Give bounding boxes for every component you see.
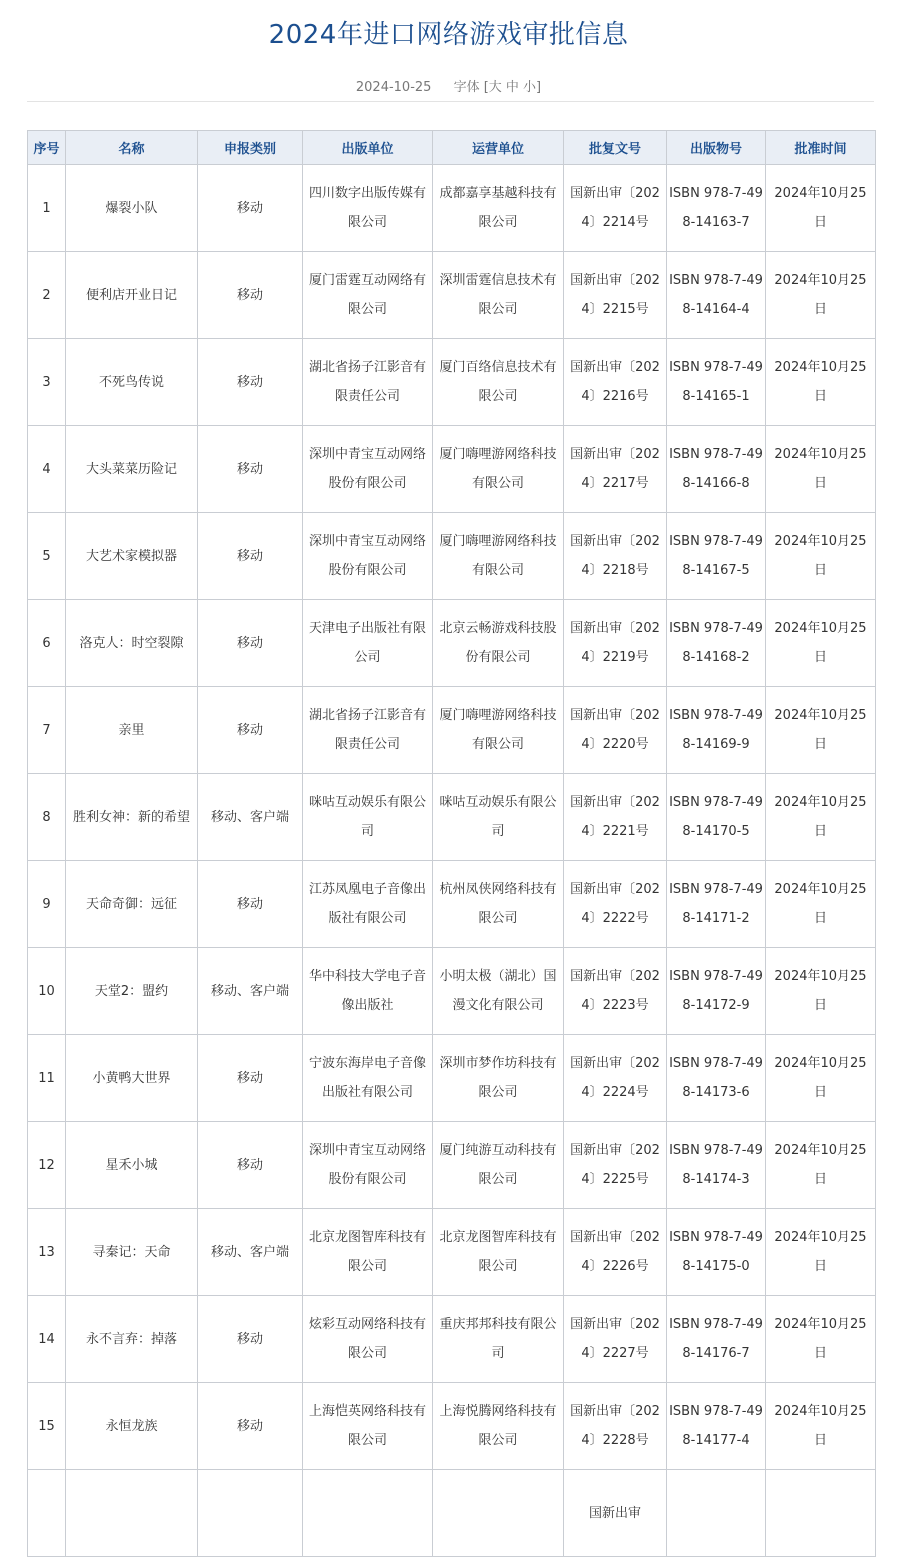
cell-isbn: ISBN 978-7-498-14175-0	[667, 1209, 766, 1296]
cell-no: 10	[28, 948, 66, 1035]
cell-isbn: ISBN 978-7-498-14172-9	[667, 948, 766, 1035]
cell-date: 2024年10月25日	[766, 1122, 876, 1209]
cell-category: 移动	[198, 1122, 303, 1209]
cell-no: 8	[28, 774, 66, 861]
cell-no: 3	[28, 339, 66, 426]
cell-operator: 深圳市梦作坊科技有限公司	[433, 1035, 564, 1122]
page-title: 2024年进口网络游戏审批信息	[268, 20, 629, 50]
cell-operator: 深圳雷霆信息技术有限公司	[433, 252, 564, 339]
cell-no: 15	[28, 1383, 66, 1470]
cell-category: 移动、客户端	[198, 948, 303, 1035]
cell-name: 小黄鸭大世界	[66, 1035, 198, 1122]
cell-operator: 咪咕互动娱乐有限公司	[433, 774, 564, 861]
cell-approval: 国新出审〔2024〕2225号	[564, 1122, 667, 1209]
cell-date: 2024年10月25日	[766, 1383, 876, 1470]
cell-isbn: ISBN 978-7-498-14163-7	[667, 165, 766, 252]
cell-publisher: 四川数字出版传媒有限公司	[303, 165, 433, 252]
cell-approval: 国新出审〔2024〕2228号	[564, 1383, 667, 1470]
cell-category: 移动	[198, 1035, 303, 1122]
cell-operator: 杭州凤侠网络科技有限公司	[433, 861, 564, 948]
cell-operator: 北京云畅游戏科技股份有限公司	[433, 600, 564, 687]
cell-isbn: ISBN 978-7-498-14176-7	[667, 1296, 766, 1383]
cell-approval: 国新出审〔2024〕2223号	[564, 948, 667, 1035]
cell-isbn: ISBN 978-7-498-14168-2	[667, 600, 766, 687]
cell-isbn: ISBN 978-7-498-14171-2	[667, 861, 766, 948]
cell-no: 9	[28, 861, 66, 948]
table-row	[28, 687, 876, 774]
cell-isbn: ISBN 978-7-498-14173-6	[667, 1035, 766, 1122]
cell-name: 爆裂小队	[66, 165, 198, 252]
cell-operator	[433, 1470, 564, 1557]
cell-isbn: ISBN 978-7-498-14177-4	[667, 1383, 766, 1470]
cell-category: 移动	[198, 252, 303, 339]
cell-category: 移动	[198, 339, 303, 426]
cell-approval: 国新出审〔2024〕2222号	[564, 861, 667, 948]
cell-category: 移动	[198, 513, 303, 600]
cell-name: 亲里	[66, 687, 198, 774]
cell-category: 移动、客户端	[198, 774, 303, 861]
cell-publisher: 厦门雷霆互动网络有限公司	[303, 252, 433, 339]
cell-date: 2024年10月25日	[766, 1035, 876, 1122]
table-row	[28, 774, 876, 861]
header-name: 名称	[66, 131, 198, 165]
table-row	[28, 1296, 876, 1383]
cell-isbn: ISBN 978-7-498-14167-5	[667, 513, 766, 600]
cell-isbn: ISBN 978-7-498-14166-8	[667, 426, 766, 513]
cell-publisher: 上海恺英网络科技有限公司	[303, 1383, 433, 1470]
cell-isbn: ISBN 978-7-498-14174-3	[667, 1122, 766, 1209]
table-row	[28, 1122, 876, 1209]
cell-category: 移动	[198, 600, 303, 687]
cell-approval: 国新出审〔2024〕2224号	[564, 1035, 667, 1122]
cell-approval: 国新出审〔2024〕2215号	[564, 252, 667, 339]
cell-operator: 厦门嗨哩游网络科技有限公司	[433, 513, 564, 600]
approval-table	[27, 130, 876, 1557]
cell-date: 2024年10月25日	[766, 252, 876, 339]
cell-publisher: 深圳中青宝互动网络股份有限公司	[303, 426, 433, 513]
cell-date: 2024年10月25日	[766, 774, 876, 861]
cell-date: 2024年10月25日	[766, 861, 876, 948]
cell-name: 大头菜菜历险记	[66, 426, 198, 513]
cell-operator: 厦门嗨哩游网络科技有限公司	[433, 426, 564, 513]
cell-approval: 国新出审〔2024〕2219号	[564, 600, 667, 687]
table-row	[28, 948, 876, 1035]
cell-approval: 国新出审〔2024〕2221号	[564, 774, 667, 861]
cell-no: 5	[28, 513, 66, 600]
header-category: 申报类别	[198, 131, 303, 165]
cell-isbn: ISBN 978-7-498-14170-5	[667, 774, 766, 861]
cell-publisher: 江苏凤凰电子音像出版社有限公司	[303, 861, 433, 948]
cell-operator: 厦门纯游互动科技有限公司	[433, 1122, 564, 1209]
cell-publisher	[303, 1470, 433, 1557]
cell-category: 移动	[198, 861, 303, 948]
cell-no: 1	[28, 165, 66, 252]
cell-name: 不死鸟传说	[66, 339, 198, 426]
table-row	[28, 1470, 876, 1557]
cell-operator: 成都嘉享基越科技有限公司	[433, 165, 564, 252]
table-row	[28, 1035, 876, 1122]
cell-publisher: 北京龙图智库科技有限公司	[303, 1209, 433, 1296]
cell-approval: 国新出审〔2024〕2216号	[564, 339, 667, 426]
header-isbn: 出版物号	[667, 131, 766, 165]
table-row	[28, 1383, 876, 1470]
header-publisher: 出版单位	[303, 131, 433, 165]
cell-name: 永不言弃：掉落	[66, 1296, 198, 1383]
table-header-row	[28, 131, 876, 165]
cell-name: 寻秦记：天命	[66, 1209, 198, 1296]
table-row	[28, 861, 876, 948]
cell-operator: 重庆邦邦科技有限公司	[433, 1296, 564, 1383]
cell-category: 移动	[198, 426, 303, 513]
header-date: 批准时间	[766, 131, 876, 165]
cell-name: 洛克人：时空裂隙	[66, 600, 198, 687]
cell-no: 14	[28, 1296, 66, 1383]
table-row	[28, 426, 876, 513]
cell-no	[28, 1470, 66, 1557]
cell-operator: 小明太极（湖北）国漫文化有限公司	[433, 948, 564, 1035]
cell-publisher: 深圳中青宝互动网络股份有限公司	[303, 1122, 433, 1209]
header-divider	[27, 101, 874, 102]
cell-name: 大艺术家模拟器	[66, 513, 198, 600]
cell-publisher: 湖北省扬子江影音有限责任公司	[303, 339, 433, 426]
cell-date: 2024年10月25日	[766, 600, 876, 687]
cell-no: 2	[28, 252, 66, 339]
cell-category	[198, 1470, 303, 1557]
cell-operator: 上海悦腾网络科技有限公司	[433, 1383, 564, 1470]
cell-approval: 国新出审〔2024〕2220号	[564, 687, 667, 774]
cell-approval: 国新出审〔2024〕2226号	[564, 1209, 667, 1296]
cell-approval: 国新出审	[564, 1470, 667, 1557]
cell-name: 天堂2：盟约	[66, 948, 198, 1035]
cell-publisher: 深圳中青宝互动网络股份有限公司	[303, 513, 433, 600]
header-operator: 运营单位	[433, 131, 564, 165]
table-row	[28, 1209, 876, 1296]
cell-name: 星禾小城	[66, 1122, 198, 1209]
cell-category: 移动、客户端	[198, 1209, 303, 1296]
cell-isbn: ISBN 978-7-498-14164-4	[667, 252, 766, 339]
cell-publisher: 咪咕互动娱乐有限公司	[303, 774, 433, 861]
cell-date: 2024年10月25日	[766, 426, 876, 513]
table-row	[28, 339, 876, 426]
cell-operator: 厦门百络信息技术有限公司	[433, 339, 564, 426]
table-row	[28, 165, 876, 252]
font-size-control[interactable]: 字体 [大 中 小]	[453, 80, 542, 95]
cell-name: 胜利女神：新的希望	[66, 774, 198, 861]
cell-name: 便利店开业日记	[66, 252, 198, 339]
cell-category: 移动	[198, 1383, 303, 1470]
cell-approval: 国新出审〔2024〕2218号	[564, 513, 667, 600]
cell-no: 12	[28, 1122, 66, 1209]
cell-no: 6	[28, 600, 66, 687]
table-row	[28, 600, 876, 687]
cell-name: 永恒龙族	[66, 1383, 198, 1470]
cell-category: 移动	[198, 687, 303, 774]
cell-isbn: ISBN 978-7-498-14169-9	[667, 687, 766, 774]
cell-no: 11	[28, 1035, 66, 1122]
cell-publisher: 炫彩互动网络科技有限公司	[303, 1296, 433, 1383]
cell-name	[66, 1470, 198, 1557]
cell-operator: 北京龙图智库科技有限公司	[433, 1209, 564, 1296]
cell-operator: 厦门嗨哩游网络科技有限公司	[433, 687, 564, 774]
table-row	[28, 513, 876, 600]
cell-date: 2024年10月25日	[766, 948, 876, 1035]
cell-date	[766, 1470, 876, 1557]
cell-date: 2024年10月25日	[766, 513, 876, 600]
cell-approval: 国新出审〔2024〕2217号	[564, 426, 667, 513]
header-no: 序号	[28, 131, 66, 165]
cell-no: 4	[28, 426, 66, 513]
table-row	[28, 252, 876, 339]
cell-date: 2024年10月25日	[766, 339, 876, 426]
cell-isbn: ISBN 978-7-498-14165-1	[667, 339, 766, 426]
header-approval: 批复文号	[564, 131, 667, 165]
cell-name: 天命奇御：远征	[66, 861, 198, 948]
cell-publisher: 湖北省扬子江影音有限责任公司	[303, 687, 433, 774]
cell-isbn	[667, 1470, 766, 1557]
cell-date: 2024年10月25日	[766, 1296, 876, 1383]
article-meta	[0, 76, 897, 95]
cell-category: 移动	[198, 165, 303, 252]
cell-publisher: 宁波东海岸电子音像出版社有限公司	[303, 1035, 433, 1122]
cell-approval: 国新出审〔2024〕2214号	[564, 165, 667, 252]
cell-approval: 国新出审〔2024〕2227号	[564, 1296, 667, 1383]
cell-date: 2024年10月25日	[766, 687, 876, 774]
cell-publisher: 天津电子出版社有限公司	[303, 600, 433, 687]
cell-date: 2024年10月25日	[766, 1209, 876, 1296]
cell-category: 移动	[198, 1296, 303, 1383]
publish-date: 2024-10-25	[355, 80, 432, 95]
cell-no: 13	[28, 1209, 66, 1296]
cell-no: 7	[28, 687, 66, 774]
cell-date: 2024年10月25日	[766, 165, 876, 252]
cell-publisher: 华中科技大学电子音像出版社	[303, 948, 433, 1035]
